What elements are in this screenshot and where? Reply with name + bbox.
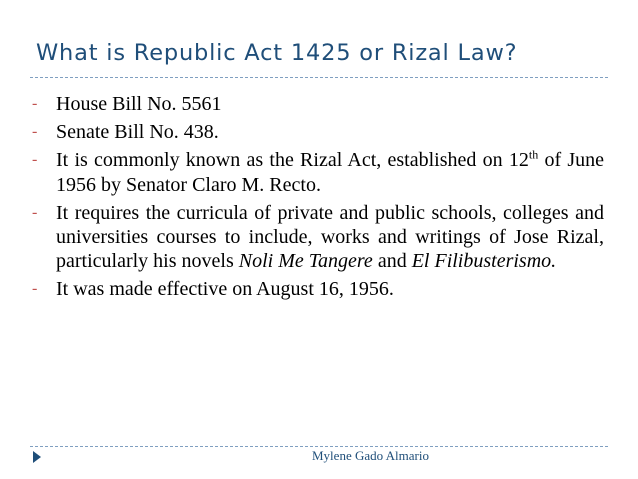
bullet-senate-bill	[32, 120, 604, 144]
bullet-dash: -	[32, 203, 38, 221]
bullet-text-mid: and	[372, 250, 412, 273]
title-divider	[30, 77, 608, 78]
ordinal-suffix: th	[528, 147, 539, 162]
bullet-text-start: It is commonly known as the Rizal Act, established on 12	[56, 149, 529, 172]
bullet-text: Senate Bill No. 438.	[56, 121, 219, 144]
bullet-text: House Bill No. 5561	[56, 93, 222, 115]
footer-divider	[30, 446, 608, 447]
bullet-effective-date	[32, 277, 604, 301]
bullet-dash: -	[32, 123, 38, 141]
novel-title-fili: El Filibusterismo.	[411, 250, 557, 273]
bullet-dash: -	[32, 151, 38, 169]
triangle-right-icon	[33, 451, 41, 463]
slide-title: What is Republic Act 1425 or Rizal Law?	[36, 40, 518, 66]
bullet-text: It was made effective on August 16, 1956.	[56, 278, 394, 301]
novel-title-noli: Noli Me Tangere	[238, 250, 373, 273]
bullet-text-end: of June 1956 by Senator Claro M. Recto.	[56, 149, 604, 196]
bullet-curricula	[32, 201, 604, 274]
bullet-text-start: It requires the curricula of private and public schools, colleges and universities courses to include, works and writings of Jose Rizal, particularly his novels	[56, 201, 604, 273]
bullet-house-bill	[32, 92, 604, 116]
bullet-list	[32, 92, 604, 302]
footer-author: Mylene Gado Almario	[312, 448, 429, 463]
bullet-dash: -	[32, 280, 38, 298]
bullet-rizal-act	[32, 148, 604, 196]
bullet-dash: -	[32, 95, 38, 112]
